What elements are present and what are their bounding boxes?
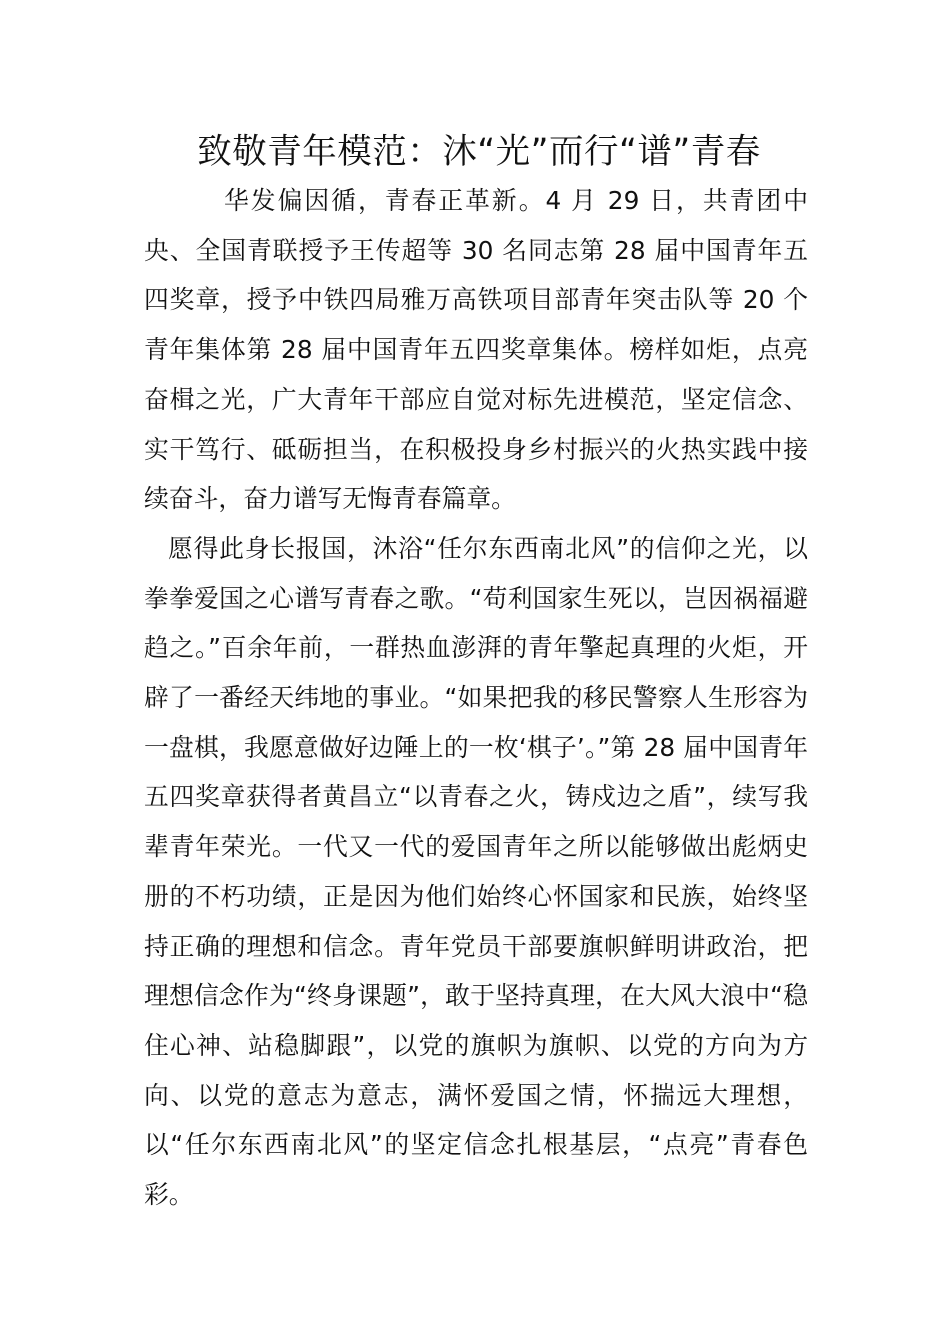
paragraph-2: 愿得此身长报国，沐浴“任尔东西南北风”的信仰之光，以拳拳爱国之心谱写青春之歌。“苟利国家生死以，岂因祸福避趋之。”百余年前，一群热血澎湃的青年擎起真理的火炬，开辟了一番经天纬地的事业。“如果把我的移民警察人生形容为一盘棋，我愿意做好边陲上的一枚‘棋子’。”第 28 届中国青年五四奖章获得者黄昌立“以青春之火，铸戍边之盾”，续写我辈青年荣光。一代又一代的爱国青年之所以能够做出彪炳史册的不朽功绩，正是因为他们始终心怀国家和民族，始终坚持正确的理想和信念。青年党员干部要旗帜鲜明讲政治，把理想信念作为“终身课题”，敢于坚持真理，在大风大浪中“稳住心神、站稳脚跟”，以党的旗帜为旗帜、以党的方向为方向、以党的意志为意志，满怀爱国之情，怀揣远大理想，以“任尔东西南北风”的坚定信念扎根基层，“点亮”青春色彩。 bbox=[144, 533, 808, 1210]
paragraph-1: 华发偏因循，青春正革新。4 月 29 日，共青团中央、全国青联授予王传超等 30 名同志第 28 届中国青年五四奖章，授予中铁四局雅万高铁项目部青年突击队等 20 个青年集体第 28 届中国青年五四奖章集体。榜样如炬，点亮奋楫之光，广大青年干部应自觉对标先进模范，坚定信念、实干笃行、砥砺担当，在积极投身乡村振兴的火热实践中接续奋斗，奋力谱写无悔青春篇章。 bbox=[144, 186, 808, 514]
document-title: 致敬青年模范：沐“光”而行“谱”青春 bbox=[197, 132, 761, 172]
document-body bbox=[144, 176, 808, 1220]
